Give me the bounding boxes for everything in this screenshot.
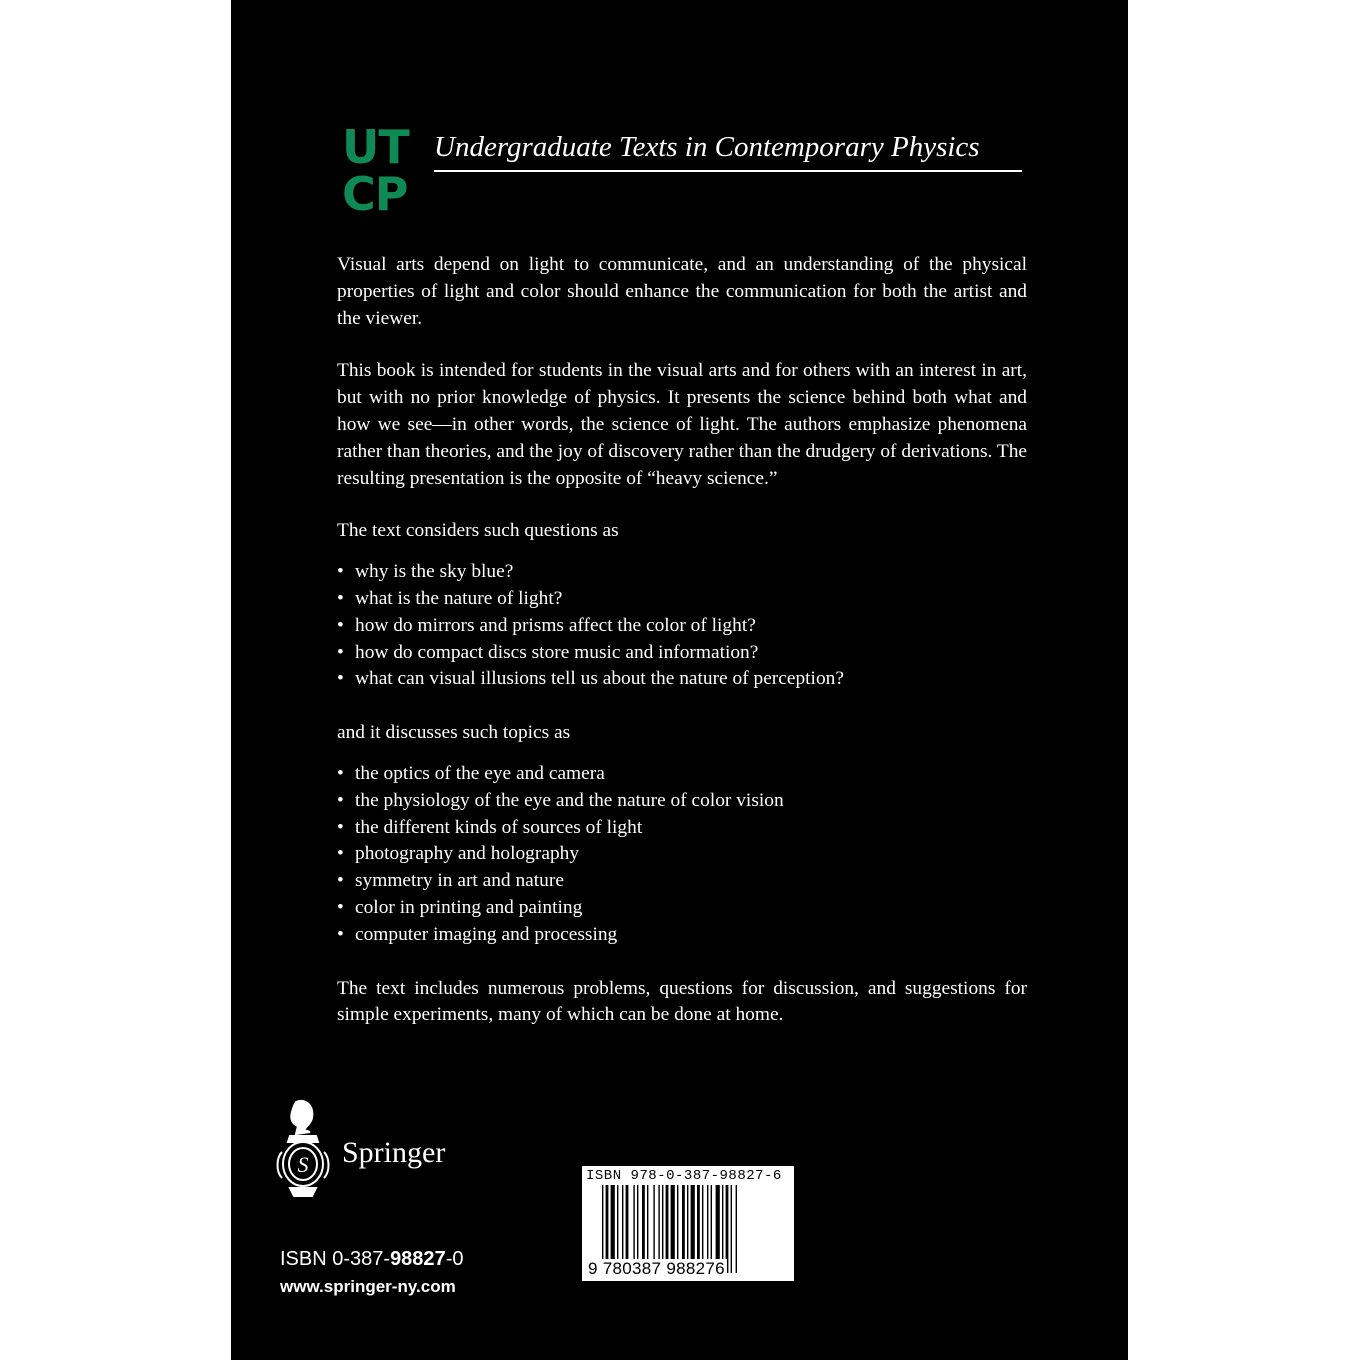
list-item: • the different kinds of sources of light	[337, 815, 1027, 842]
barcode-bar	[736, 1185, 737, 1273]
list-item: • the optics of the eye and camera	[337, 761, 1027, 788]
springer-knight-icon	[272, 1096, 334, 1200]
barcode-number: 9 780387 988276	[588, 1259, 725, 1278]
svg-text:S: S	[297, 1152, 309, 1177]
list-item: • what is the nature of light?	[337, 586, 1027, 613]
list-item: • what can visual illusions tell us about the nature of perception?	[337, 666, 1027, 693]
paragraph-topics-lead: and it discusses such topics as	[337, 722, 571, 744]
list-item: • computer imaging and processing	[337, 922, 1027, 949]
list-item: • the physiology of the eye and the nature of color vision	[337, 788, 1027, 815]
barcode-isbn-text: ISBN 978-0-387-98827-6	[586, 1168, 782, 1184]
paragraph-intro: Visual arts depend on light to communicate, and an understanding of the physical properties of light and color should enhance the communication for both the artist and the viewer.	[337, 254, 1027, 329]
isbn-prefix: ISBN 0-387-	[280, 1248, 391, 1270]
publisher-name: Springer	[342, 1136, 446, 1169]
questions-list	[337, 559, 1027, 693]
series-title: Undergraduate Texts in Contemporary Physics	[434, 131, 980, 163]
barcode-bar	[731, 1185, 732, 1273]
utcp-logo-line1: UT	[342, 120, 409, 174]
springer-logo	[272, 1096, 472, 1200]
list-item: • photography and holography	[337, 841, 1027, 868]
list-item: • how do mirrors and prisms affect the color of light?	[337, 613, 1027, 640]
list-item: • why is the sky blue?	[337, 559, 1027, 586]
publisher-url: www.springer-ny.com	[280, 1277, 456, 1296]
series-header	[342, 120, 1023, 221]
isbn-bold: 98827	[390, 1248, 446, 1270]
isbn-line	[280, 1245, 463, 1273]
barcode	[582, 1166, 794, 1281]
paragraph-questions-lead: The text considers such questions as	[337, 520, 619, 542]
utcp-logo	[342, 120, 422, 221]
paragraph-closing: The text includes numerous problems, questions for discussion, and suggestions for simple experiments, many of which can be done at home.	[337, 977, 1027, 1026]
isbn-suffix: -0	[445, 1248, 464, 1270]
blurb	[337, 252, 1027, 1055]
topics-list	[337, 761, 1027, 949]
list-item: • how do compact discs store music and information?	[337, 640, 1027, 667]
isbn-block	[280, 1245, 463, 1301]
paragraph-audience: This book is intended for students in the visual arts and for others with an interest in art, but with no prior knowledge of physics. It presents the science behind both what and how we see—in other words, the science of light. The authors emphasize phenomena rather than theories, and the joy of discovery rather than the drudgery of derivations. The resulting presentation is the opposite of “heavy science.”	[337, 360, 1027, 489]
utcp-logo-line2: CP	[342, 167, 408, 221]
list-item: • symmetry in art and nature	[337, 868, 1027, 895]
list-item: • color in printing and painting	[337, 895, 1027, 922]
series-rule	[434, 170, 1022, 172]
